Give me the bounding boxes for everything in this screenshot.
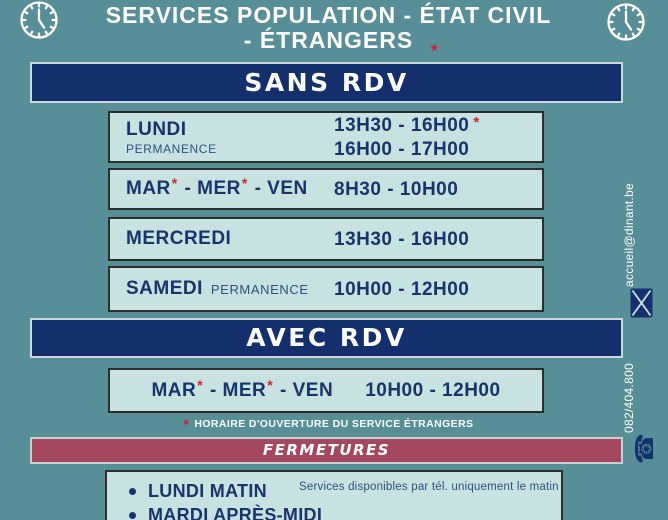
time-block <box>334 114 526 161</box>
avec-rdv-banner: AVEC RDV <box>30 318 623 358</box>
day-segment: SAMEDI <box>126 278 203 299</box>
day-sublabel: PERMANENCE <box>210 282 309 297</box>
fermetures-item <box>129 481 267 502</box>
asterisk-marker: * <box>473 113 480 131</box>
time-value: 13H30 - 16H00 <box>334 228 470 250</box>
day-segment: MAR <box>126 178 171 199</box>
fermetures-item <box>129 505 322 520</box>
day-label <box>151 376 334 402</box>
day-label <box>126 175 308 200</box>
time-line <box>334 138 526 161</box>
page-title-line2: - ÉTRANGERS <box>243 27 414 53</box>
schedule-row-avec-rdv <box>108 368 544 413</box>
day-segment: - VEN <box>248 178 308 199</box>
time-value: 8H30 - 10H00 <box>334 178 459 200</box>
schedule-row-mercredi <box>108 217 544 261</box>
phone-icon: ☎ <box>630 432 660 465</box>
time-block <box>334 228 526 251</box>
day-label <box>126 278 309 300</box>
time-block <box>365 379 500 402</box>
bullet-icon <box>129 488 136 495</box>
time-value: 10H00 - 12H00 <box>365 380 501 401</box>
day-segment: MAR <box>151 379 197 401</box>
sans-rdv-banner: SANS RDV <box>30 62 623 103</box>
day-segment: - MER <box>178 178 241 199</box>
contact-email: accueil@dinant.be <box>622 182 636 287</box>
time-line <box>334 114 526 138</box>
day-segment: - MER <box>204 379 267 401</box>
envelope-icon <box>630 288 653 323</box>
page-title <box>30 3 627 53</box>
asterisk-marker: * <box>197 376 204 393</box>
footnote <box>30 414 627 430</box>
time-value: 13H30 - 16H00 <box>334 114 470 136</box>
day-sublabel: PERMANENCE <box>126 141 217 156</box>
contact-phone: 082/404.800 <box>622 362 636 433</box>
time-block <box>334 278 526 301</box>
fermetures-banner: FERMETURES <box>30 437 623 464</box>
day-block <box>126 119 217 156</box>
time-value: 10H00 - 12H00 <box>334 278 470 300</box>
asterisk-marker: * <box>267 376 274 393</box>
schedule-row-mar-mer-ven <box>108 168 544 210</box>
schedule-row-samedi <box>108 266 544 312</box>
fermetures-box <box>105 470 563 520</box>
fermetures-item-label: MARDI APRÈS-MIDI <box>148 505 323 520</box>
schedule-row-lundi <box>108 111 544 163</box>
fermetures-item-label: LUNDI MATIN <box>148 481 267 501</box>
page-title-line1: SERVICES POPULATION - ÉTAT CIVIL <box>105 2 552 28</box>
asterisk-marker: * <box>171 175 178 191</box>
day-segment: - VEN <box>274 379 334 401</box>
asterisk-marker: * <box>183 416 190 432</box>
fermetures-side-note: Services disponibles par tél. uniquement le matin <box>299 481 559 493</box>
time-value: 16H00 - 17H00 <box>334 138 470 160</box>
asterisk-marker: * <box>431 41 438 60</box>
bullet-icon <box>129 512 136 519</box>
time-block <box>334 178 526 201</box>
footnote-text: HORAIRE D'OUVERTURE DU SERVICE ÉTRANGERS <box>194 418 474 430</box>
day-label: MERCREDI <box>126 228 232 249</box>
asterisk-marker: * <box>241 175 248 191</box>
day-label: LUNDI <box>126 118 187 140</box>
